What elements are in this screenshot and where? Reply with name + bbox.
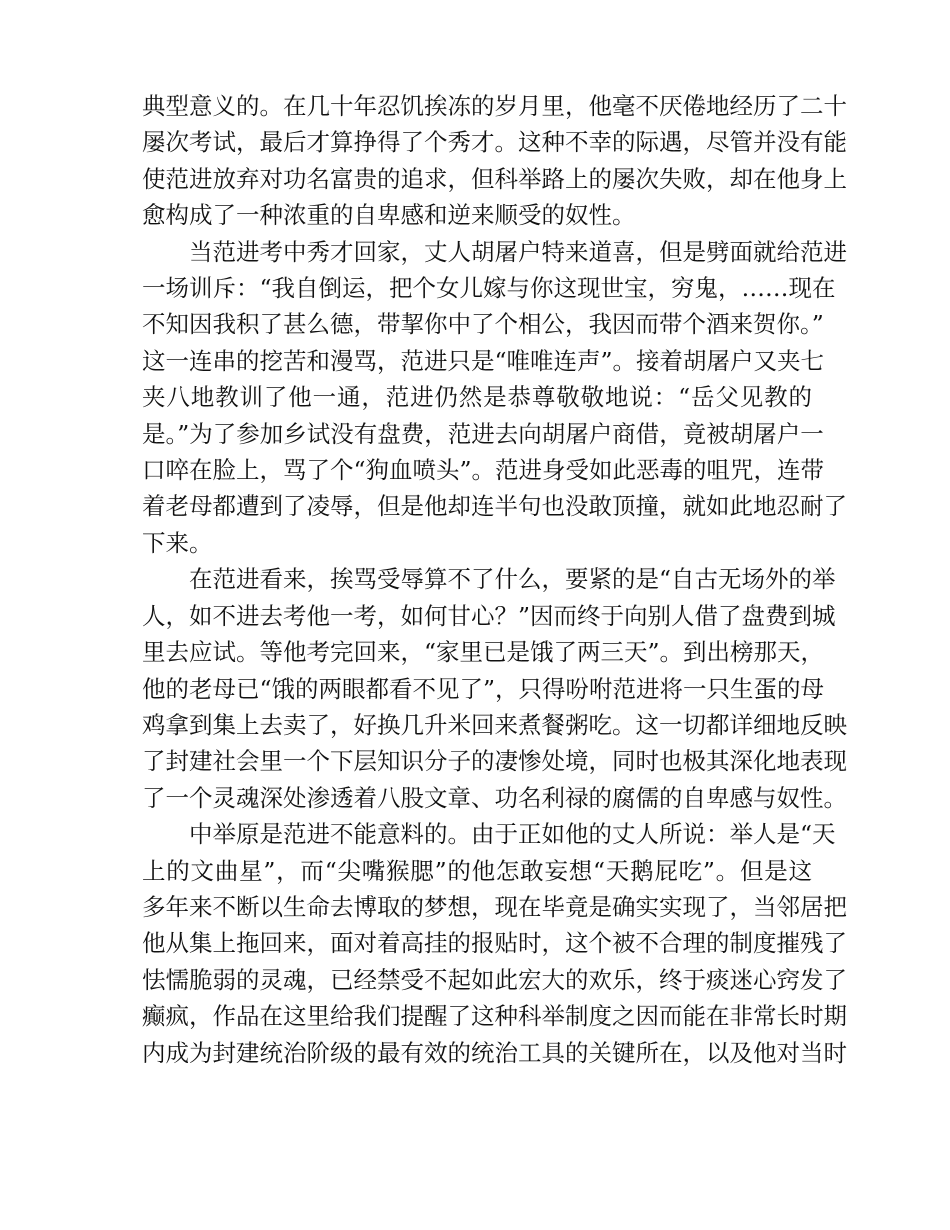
text-line: 内成为封建统治阶级的最有效的统治工具的关键所在，以及他对当时 bbox=[142, 1038, 847, 1067]
text-line: 里去应试。等他考完回来，“家里已是饿了两三天”。到出榜那天， bbox=[142, 638, 825, 667]
paragraph-1 bbox=[142, 88, 847, 234]
text-line: 上的文曲星”，而“尖嘴猴腮”的他怎敢妄想“天鹅屁吃”。但是这 bbox=[142, 856, 812, 885]
text-line: 不知因我积了甚么德，带挈你中了个相公，我因而带个酒来贺你。” bbox=[142, 310, 824, 339]
paragraph-4 bbox=[142, 816, 847, 1071]
text-line: 典型意义的。在几十年忍饥挨冻的岁月里，他毫不厌倦地经历了二十 bbox=[142, 92, 847, 120]
text-line: 癫疯，作品在这里给我们提醒了这种科举制度之因而能在非常长时期 bbox=[142, 1002, 847, 1031]
text-line: 夹八地教训了他一通，范进仍然是恭尊敬敬地说：“岳父见教的 bbox=[142, 383, 812, 412]
text-line: 当范进考中秀才回家，丈人胡屠户特来道喜，但是劈面就给范进 bbox=[189, 237, 847, 266]
text-line: 怯懦脆弱的灵魂，已经禁受不起如此宏大的欢乐，终于痰迷心窍发了 bbox=[142, 965, 847, 994]
text-line: 口啐在脸上，骂了个“狗血喷头”。范进身受如此恶毒的咀咒，连带 bbox=[142, 456, 825, 485]
text-line: 一场训斥：“我自倒运，把个女儿嫁与你这现世宝，穷鬼，……现在 bbox=[142, 274, 836, 303]
text-line: 这一连串的挖苦和漫骂，范进只是“唯唯连声”。接着胡屠户又夹七 bbox=[142, 346, 825, 375]
text-line: 使范进放弃对功名富贵的追求，但科举路上的屡次失败，却在他身上 bbox=[142, 164, 847, 193]
text-line: 是。”为了参加乡试没有盘费，范进去向胡屠户商借，竟被胡屠户一 bbox=[142, 419, 824, 448]
document-page bbox=[142, 88, 847, 1071]
text-line: 愈构成了一种浓重的自卑感和逆来顺受的奴性。 bbox=[142, 201, 636, 230]
paragraph-2 bbox=[142, 234, 847, 562]
text-line: 多年来不断以生命去博取的梦想，现在毕竟是确实实现了，当邻居把 bbox=[142, 892, 847, 921]
paragraph-3 bbox=[142, 561, 847, 816]
text-line: 下来。 bbox=[142, 528, 213, 557]
text-line: 在范进看来，挨骂受辱算不了什么，要紧的是“自古无场外的举 bbox=[189, 565, 836, 594]
text-line: 他的老母已“饿的两眼都看不见了”，只得吩咐范进将一只生蛋的母 bbox=[142, 674, 825, 703]
text-line: 鸡拿到集上去卖了，好换几升米回来煮餐粥吃。这一切都详细地反映 bbox=[142, 710, 847, 739]
text-line: 他从集上拖回来，面对着高挂的报贴时，这个被不合理的制度摧残了 bbox=[142, 929, 847, 958]
text-line: 人，如不进去考他一考，如何甘心？”因而终于向别人借了盘费到城 bbox=[142, 601, 836, 630]
text-line: 了封建社会里一个下层知识分子的凄惨处境，同时也极其深化地表现 bbox=[142, 747, 847, 776]
text-line: 中举原是范进不能意料的。由于正如他的丈人所说：举人是“天 bbox=[189, 820, 836, 849]
text-line: 着老母都遭到了凌辱，但是他却连半句也没敢顶撞，就如此地忍耐了 bbox=[142, 492, 847, 521]
text-line: 了一个灵魂深处渗透着八股文章、功名利禄的腐儒的自卑感与奴性。 bbox=[142, 783, 847, 812]
text-line: 屡次考试，最后才算挣得了个秀才。这种不幸的际遇，尽管并没有能 bbox=[142, 128, 847, 157]
